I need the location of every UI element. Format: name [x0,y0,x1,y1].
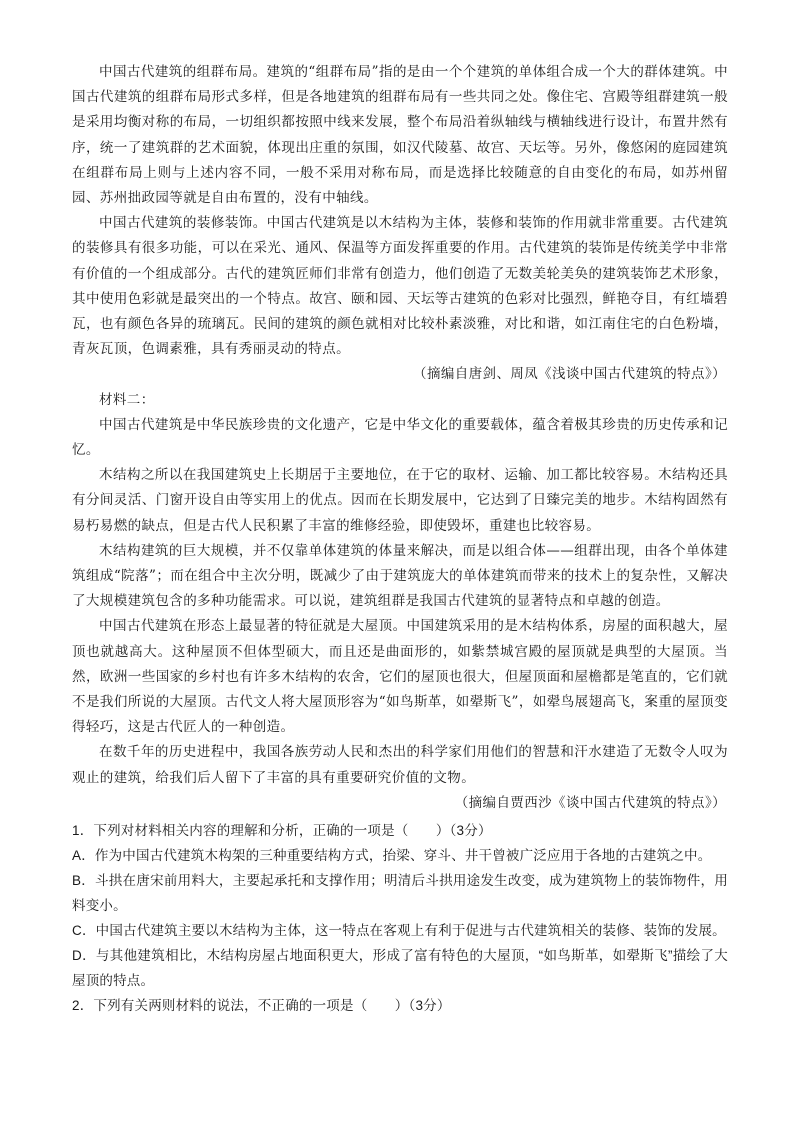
question-1-option-c: C．中国古代建筑主要以木结构为主体，这一特点在客观上有利于促进与古代建筑相关的装修、装饰的发展。 [72,923,726,939]
question-1-option-b: B．斗拱在唐宋前用料大，主要起承托和支撑作用；明清后斗拱用途发生改变，成为建筑物上的装饰物件，用料变小。 [72,873,728,914]
question-1-option-a: A．作为中国古代建筑木构架的三种重要结构方式，抬梁、穿斗、井干曾被广泛应用于各地的古建筑之中。 [72,848,712,864]
paragraph-history: 在数千年的历史进程中，我国各族劳动人民和杰出的科学家们用他们的智慧和汗水建造了无数令人叹为观止的建筑，给我们后人留下了丰富的具有重要研究价值的文物。 [72,744,728,786]
material-label: 材料二： [99,391,155,408]
question-2-stem: 2．下列有关两则材料的说法，不正确的一项是（ ）（3分） [72,998,451,1014]
questions [72,818,728,1018]
source-citation: （摘编自唐剑、周凤《浅谈中国古代建筑的特点》） [413,366,726,383]
material-two [72,388,728,816]
source-citation: （摘编自贾西沙《谈中国古代建筑的特点》） [454,794,726,811]
paragraph-building-group: 木结构建筑的巨大规模，并不仅靠单体建筑的体量来解决，而是以组合体——组群出现，由各个单体建筑组成“院落”；而在组合中主次分明，既减少了由于建筑庞大的单体建筑而带来的技术上的复杂性，又解决了大规模建筑包含的多种功能需求。可以说，建筑组群是我国古代建筑的显著特点和卓越的创造。 [72,542,728,610]
paragraph-decoration: 中国古代建筑的装修装饰。中国古代建筑是以木结构为主体，装修和装饰的作用就非常重要。古代建筑的装修具有很多功能，可以在采光、通风、保温等方面发挥重要的作用。古代建筑的装饰是传统美学中非常有价值的一个组成部分。古代的建筑匠师们非常有创造力，他们创造了无数美轮美奂的建筑装饰艺术形象，其中使用色彩就是最突出的一个特点。故宫、颐和园、天坛等古建筑的色彩对比强烈，鲜艳夺目，有红墙碧瓦，也有颜色各异的琉璃瓦。民间的建筑的颜色就相对比较朴素淡雅，对比和谐，如江南住宅的白色粉墙，青灰瓦顶，色调素雅，具有秀丽灵动的特点。 [72,215,728,358]
paragraph-big-roof: 中国古代建筑在形态上最显著的特征就是大屋顶。中国建筑采用的是木结构体系，房屋的面积越大，屋顶也就越高大。这种屋顶不但体型硕大，而且还是曲面形的，如紫禁城宫殿的屋顶就是典型的大屋顶。当然，欧洲一些国家的乡村也有许多木结构的农舍，它们的屋顶也很大，但屋顶面和屋檐都是笔直的，它们就不是我们所说的大屋顶。古代文人将大屋顶形容为“如鸟斯革，如翚斯飞”，如翚鸟展翅高飞，案重的屋顶变得轻巧，这是古代匠人的一种创造。 [72,618,728,736]
paragraph-layout: 中国古代建筑的组群布局。建筑的“组群布局”指的是由一个个建筑的单体组合成一个大的群体建筑。中国古代建筑的组群布局形式多样，但是各地建筑的组群布局有一些共同之处。像住宅、宫殿等组群建筑一般是采用均衡对称的布局，一切组织都按照中线来发展，整个布局沿着纵轴线与横轴线进行设计，布置井然有序，统一了建筑群的艺术面貌，体现出庄重的氛围，如汉代陵墓、故宫、天坛等。另外，像悠闲的庭园建筑在组群布局上则与上述内容不同，一般不采用对称布局，而是选择比较随意的自由变化的布局，如苏州留园、苏州拙政园等就是自由布置的，没有中轴线。 [72,64,728,207]
material-one [72,60,728,388]
question-1-stem: 1．下列对材料相关内容的理解和分析，正确的一项是（ ）（3分） [72,823,492,839]
paragraph-heritage: 中国古代建筑是中华民族珍贵的文化遗产，它是中华文化的重要载体，蕴含着极其珍贵的历史传承和记忆。 [72,416,728,459]
question-1-option-d: D．与其他建筑相比，木结构房屋占地面积更大，形成了富有特色的大屋顶，“如鸟斯革，如翚斯飞”描绘了大屋顶的特点。 [72,948,728,989]
page-content [72,60,728,1018]
paragraph-wood-structure: 木结构之所以在我国建筑史上长期居于主要地位，在于它的取材、运输、加工都比较容易。木结构还具有分间灵活、门窗开设自由等实用上的优点。因而在长期发展中，它达到了日臻完美的地步。木结构固然有易朽易燃的缺点，但是古代人民积累了丰富的维修经验，即使毁坏，重建也比较容易。 [72,467,728,534]
